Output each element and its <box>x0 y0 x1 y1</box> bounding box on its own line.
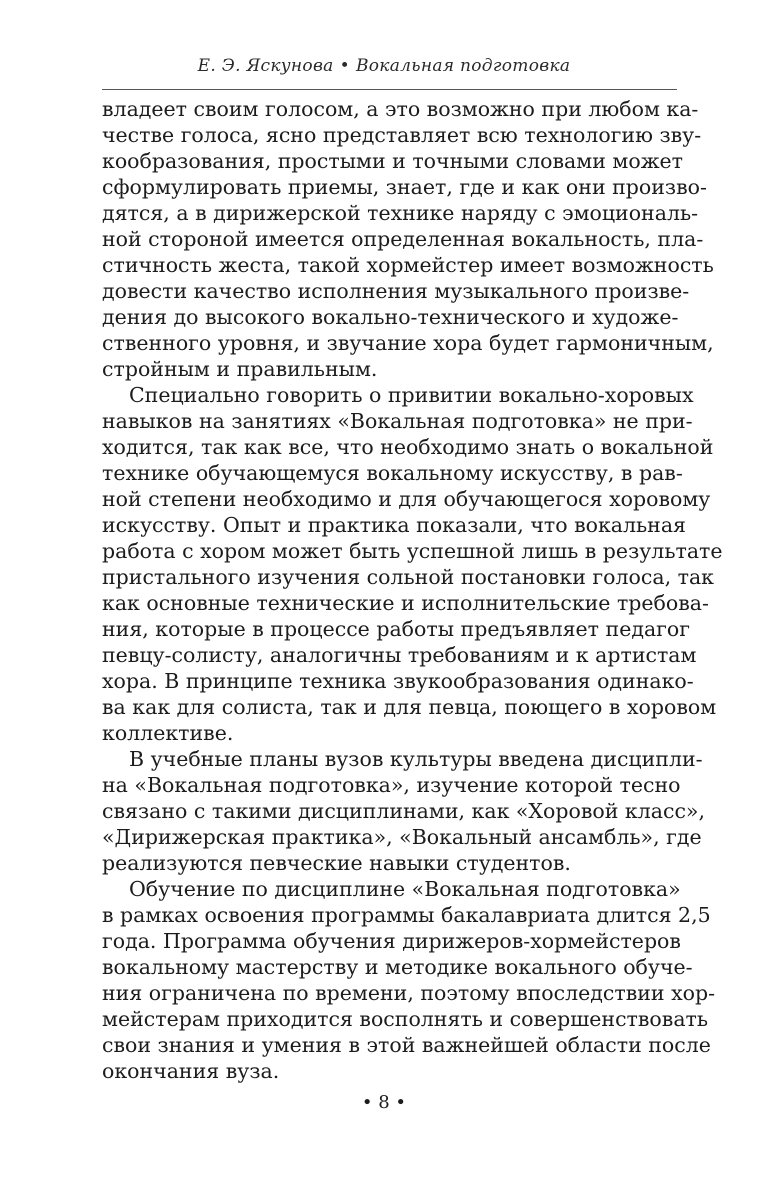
paragraph <box>102 96 714 382</box>
text-line: ной стороной имеется определенная вокальность, пла- <box>102 227 704 251</box>
text-line: технике обучающемуся вокальному искусству, в рав- <box>102 461 683 485</box>
paragraph <box>102 382 723 746</box>
text-line: певцу-солисту, аналогичны требованиям и к артистам <box>102 643 697 667</box>
text-line: ния, которые в процессе работы предъявляет педагог <box>102 617 690 641</box>
text-line: стройным и правильным. <box>102 357 378 381</box>
header-author: Е. Э. Яскунова <box>197 56 334 76</box>
text-line: дения до высокого вокально-технического и художе- <box>102 305 679 329</box>
paragraph <box>102 746 705 876</box>
text-line: окончания вуза. <box>102 1059 280 1083</box>
text-line: искусству. Опыт и практика показали, что вокальная <box>102 513 686 537</box>
paragraph <box>102 876 716 1084</box>
text-line: честве голоса, ясно представляет всю технологию зву- <box>102 123 702 147</box>
text-line: вокальному мастерству и методике вокального обуче- <box>102 955 693 979</box>
body-text <box>102 96 723 1084</box>
header-rule <box>102 89 677 90</box>
header-separator: • <box>339 56 350 76</box>
text-line: ния ограничена по времени, поэтому впоследствии хор- <box>102 981 716 1005</box>
text-line: ходится, так как все, что необходимо знать о вокальной <box>102 435 714 459</box>
text-line: на «Вокальная подготовка», изучение которой тесно <box>102 773 681 797</box>
text-line: навыков на занятиях «Вокальная подготовка» не при- <box>102 409 693 433</box>
text-line: ва как для солиста, так и для певца, поющего в хоровом <box>102 695 717 719</box>
text-line: в рамках освоения программы бакалавриата длится 2,5 <box>102 903 711 927</box>
header-title: Вокальная подготовка <box>355 56 571 76</box>
text-line: кообразования, простыми и точными словами может <box>102 149 684 173</box>
text-line: стичность жеста, такой хормейстер имеет возможность <box>102 253 714 277</box>
text-line: ной степени необходимо и для обучающегося хоровому <box>102 487 711 511</box>
text-line: коллективе. <box>102 721 234 745</box>
text-line: Специально говорить о привитии вокально-хоровых <box>129 383 694 407</box>
text-line: как основные технические и исполнительские требова- <box>102 591 709 615</box>
text-line: «Дирижерская практика», «Вокальный ансамбль», где <box>102 825 702 849</box>
text-line: сформулировать приемы, знает, где и как они произво- <box>102 175 707 199</box>
text-line: довести качество исполнения музыкального произве- <box>102 279 690 303</box>
text-line: В учебные планы вузов культуры введена дисципли- <box>129 747 703 771</box>
text-line: Обучение по дисциплине «Вокальная подготовка» <box>129 877 681 901</box>
running-head <box>0 56 768 76</box>
text-line: реализуются певческие навыки студентов. <box>102 851 571 875</box>
text-line: хора. В принципе техника звукообразования одинако- <box>102 669 694 693</box>
text-line: мейстерам приходится восполнять и совершенствовать <box>102 1007 709 1031</box>
text-line: связано с такими дисциплинами, как «Хоровой класс», <box>102 799 705 823</box>
text-line: дятся, а в дирижерской технике наряду с эмоциональ- <box>102 201 699 225</box>
text-line: пристального изучения сольной постановки голоса, так <box>102 565 714 589</box>
text-line: свои знания и умения в этой важнейшей области после <box>102 1033 711 1057</box>
text-line: года. Программа обучения дирижеров-хормейстеров <box>102 929 681 953</box>
page-number: • 8 • <box>361 1092 407 1113</box>
text-line: владеет своим голосом, а это возможно при любом ка- <box>102 97 699 121</box>
text-line: работа с хором может быть успешной лишь в результате <box>102 539 723 563</box>
text-line: ственного уровня, и звучание хора будет гармоничным, <box>102 331 714 355</box>
